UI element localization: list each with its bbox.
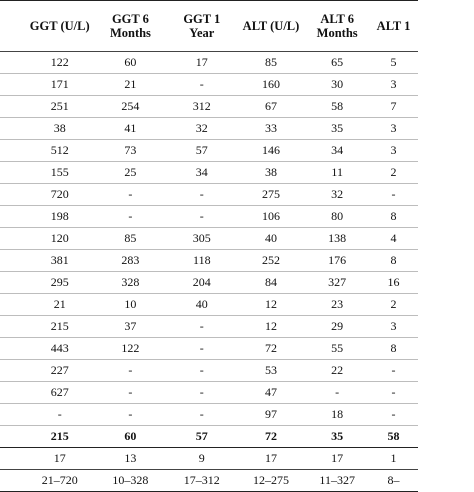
table-cell: 120 [25, 228, 94, 250]
median-cell: 215 [25, 426, 94, 448]
table-cell: 17 [167, 52, 237, 74]
table-cell: 60 [94, 52, 167, 74]
table-cell: 122 [25, 52, 94, 74]
table-cell: 4 [369, 228, 418, 250]
table-cell: 47 [237, 382, 306, 404]
table-cell: 10 [94, 294, 167, 316]
table-cell: 35 [305, 118, 369, 140]
table-cell: 720 [25, 184, 94, 206]
count-row [0, 448, 418, 470]
table-row [0, 96, 418, 118]
table-cell: 138 [305, 228, 369, 250]
table-row [0, 118, 418, 140]
table-cell: 21 [25, 294, 94, 316]
table-cell: 327 [305, 272, 369, 294]
table-cell: - [167, 404, 237, 426]
table-row [0, 74, 418, 96]
patient-label [0, 140, 25, 162]
table-cell: 65 [305, 52, 369, 74]
table-cell: 106 [237, 206, 306, 228]
range-cell: 8– [369, 470, 418, 492]
table-row [0, 360, 418, 382]
range-cell: 17–312 [167, 470, 237, 492]
header-ggt: GGT (U/L) [25, 1, 94, 52]
patient-label [0, 404, 25, 426]
table-cell: 23 [305, 294, 369, 316]
table-cell: - [305, 382, 369, 404]
table-cell: 67 [237, 96, 306, 118]
table-cell: - [369, 404, 418, 426]
header-ggt-1-year [167, 1, 237, 52]
median-cell: 57 [167, 426, 237, 448]
table-cell: 227 [25, 360, 94, 382]
table-cell: - [167, 184, 237, 206]
table-cell: 381 [25, 250, 94, 272]
count-cell: 17 [305, 448, 369, 470]
table-cell: 32 [167, 118, 237, 140]
table-cell: 22 [305, 360, 369, 382]
table-cell: - [94, 184, 167, 206]
table-cell: 176 [305, 250, 369, 272]
header-patients [0, 1, 25, 52]
table-cell: - [167, 382, 237, 404]
table-cell: 2 [369, 162, 418, 184]
table-cell: 122 [94, 338, 167, 360]
median-cell: 60 [94, 426, 167, 448]
table-cell: 30 [305, 74, 369, 96]
patient-label [0, 228, 25, 250]
patient-label [0, 294, 25, 316]
table-cell: 204 [167, 272, 237, 294]
patient-label [0, 162, 25, 184]
count-cell: 17 [237, 448, 306, 470]
table-row [0, 404, 418, 426]
table-cell: 38 [237, 162, 306, 184]
median-label [0, 426, 25, 448]
patient-label [0, 250, 25, 272]
table-row [0, 140, 418, 162]
count-cell: 17 [25, 448, 94, 470]
median-cell: 58 [369, 426, 418, 448]
patient-label [0, 338, 25, 360]
table-cell: 40 [167, 294, 237, 316]
table-cell: 160 [237, 74, 306, 96]
patient-label [0, 272, 25, 294]
table-cell: - [167, 74, 237, 96]
header-ggt-1-year-label: GGT 1 Year [183, 12, 221, 40]
table-cell: 295 [25, 272, 94, 294]
patient-label [0, 316, 25, 338]
table-cell: 8 [369, 250, 418, 272]
table-cell: 8 [369, 338, 418, 360]
table-cell: 328 [94, 272, 167, 294]
table-cell: 155 [25, 162, 94, 184]
range-row [0, 470, 418, 492]
table-cell: 3 [369, 118, 418, 140]
table-cell: 34 [305, 140, 369, 162]
table-cell: 38 [25, 118, 94, 140]
table-row [0, 162, 418, 184]
patient-label [0, 52, 25, 74]
patient-label [0, 184, 25, 206]
table-cell: 72 [237, 338, 306, 360]
table-cell: 627 [25, 382, 94, 404]
count-cell: 9 [167, 448, 237, 470]
count-cell: 13 [94, 448, 167, 470]
table-cell: 29 [305, 316, 369, 338]
table-cell: - [94, 382, 167, 404]
table-cell: 12 [237, 316, 306, 338]
header-ggt-6-months-label: GGT 6 Months [109, 12, 151, 40]
range-cell: 10–328 [94, 470, 167, 492]
table-cell: 33 [237, 118, 306, 140]
count-cell: 1 [369, 448, 418, 470]
median-cell: 35 [305, 426, 369, 448]
table-cell: 16 [369, 272, 418, 294]
table-body [0, 52, 418, 492]
table-cell: 305 [167, 228, 237, 250]
table-row [0, 250, 418, 272]
table-cell: 73 [94, 140, 167, 162]
table-cell: 57 [167, 140, 237, 162]
table-cell: - [94, 360, 167, 382]
patient-label [0, 96, 25, 118]
table-cell: - [94, 206, 167, 228]
table-row [0, 206, 418, 228]
table-cell: 84 [237, 272, 306, 294]
table-cell: 18 [305, 404, 369, 426]
table-cell: 21 [94, 74, 167, 96]
table-cell: 25 [94, 162, 167, 184]
table-cell: 41 [94, 118, 167, 140]
table-cell: - [369, 184, 418, 206]
table-cell: 37 [94, 316, 167, 338]
table-cell: 32 [305, 184, 369, 206]
table-cell: 58 [305, 96, 369, 118]
table-cell: 443 [25, 338, 94, 360]
table-cell: 198 [25, 206, 94, 228]
table-cell: 283 [94, 250, 167, 272]
table-cell: 85 [94, 228, 167, 250]
patient-label [0, 206, 25, 228]
table-cell: 85 [237, 52, 306, 74]
table-row [0, 228, 418, 250]
table-cell: 3 [369, 140, 418, 162]
table-cell: 97 [237, 404, 306, 426]
table-row [0, 316, 418, 338]
range-label [0, 470, 25, 492]
table-cell: 80 [305, 206, 369, 228]
table-row [0, 272, 418, 294]
table-cell: 512 [25, 140, 94, 162]
table-cell: - [167, 360, 237, 382]
patient-label [0, 118, 25, 140]
table-cell: - [25, 404, 94, 426]
table-cell: 251 [25, 96, 94, 118]
table-cell: 8 [369, 206, 418, 228]
header-alt-1-year: ALT 1 [369, 1, 418, 52]
table-cell: 252 [237, 250, 306, 272]
table-cell: 312 [167, 96, 237, 118]
table-cell: 275 [237, 184, 306, 206]
table-cell: 3 [369, 316, 418, 338]
range-cell: 12–275 [237, 470, 306, 492]
header-alt-6-months-label: ALT 6 Months [316, 12, 358, 40]
table-cell: - [369, 360, 418, 382]
table-cell: 2 [369, 294, 418, 316]
table-row [0, 52, 418, 74]
table-cell: 5 [369, 52, 418, 74]
table-row [0, 184, 418, 206]
table-cell: - [94, 404, 167, 426]
table-cell: - [167, 316, 237, 338]
table-cell: 40 [237, 228, 306, 250]
header-alt: ALT (U/L) [237, 1, 306, 52]
patient-label [0, 74, 25, 96]
table-cell: 254 [94, 96, 167, 118]
table-cell: 7 [369, 96, 418, 118]
table-cell: - [167, 206, 237, 228]
table-cell: 12 [237, 294, 306, 316]
patient-label [0, 360, 25, 382]
range-cell: 21–720 [25, 470, 94, 492]
median-row [0, 426, 418, 448]
header-alt-6-months [305, 1, 369, 52]
patient-label [0, 382, 25, 404]
table-cell: 34 [167, 162, 237, 184]
table-cell: 3 [369, 74, 418, 96]
count-label [0, 448, 25, 470]
table-cell: 171 [25, 74, 94, 96]
table-cell: 53 [237, 360, 306, 382]
table-cell: 118 [167, 250, 237, 272]
table-row [0, 338, 418, 360]
header-ggt-6-months [94, 1, 167, 52]
table-cell: - [167, 338, 237, 360]
table-row [0, 294, 418, 316]
median-cell: 72 [237, 426, 306, 448]
table-cell: 11 [305, 162, 369, 184]
table-cell: 146 [237, 140, 306, 162]
range-cell: 11–327 [305, 470, 369, 492]
header-row [0, 1, 418, 52]
table-cell: 215 [25, 316, 94, 338]
table-cell: - [369, 382, 418, 404]
table-row [0, 382, 418, 404]
table-cell: 55 [305, 338, 369, 360]
